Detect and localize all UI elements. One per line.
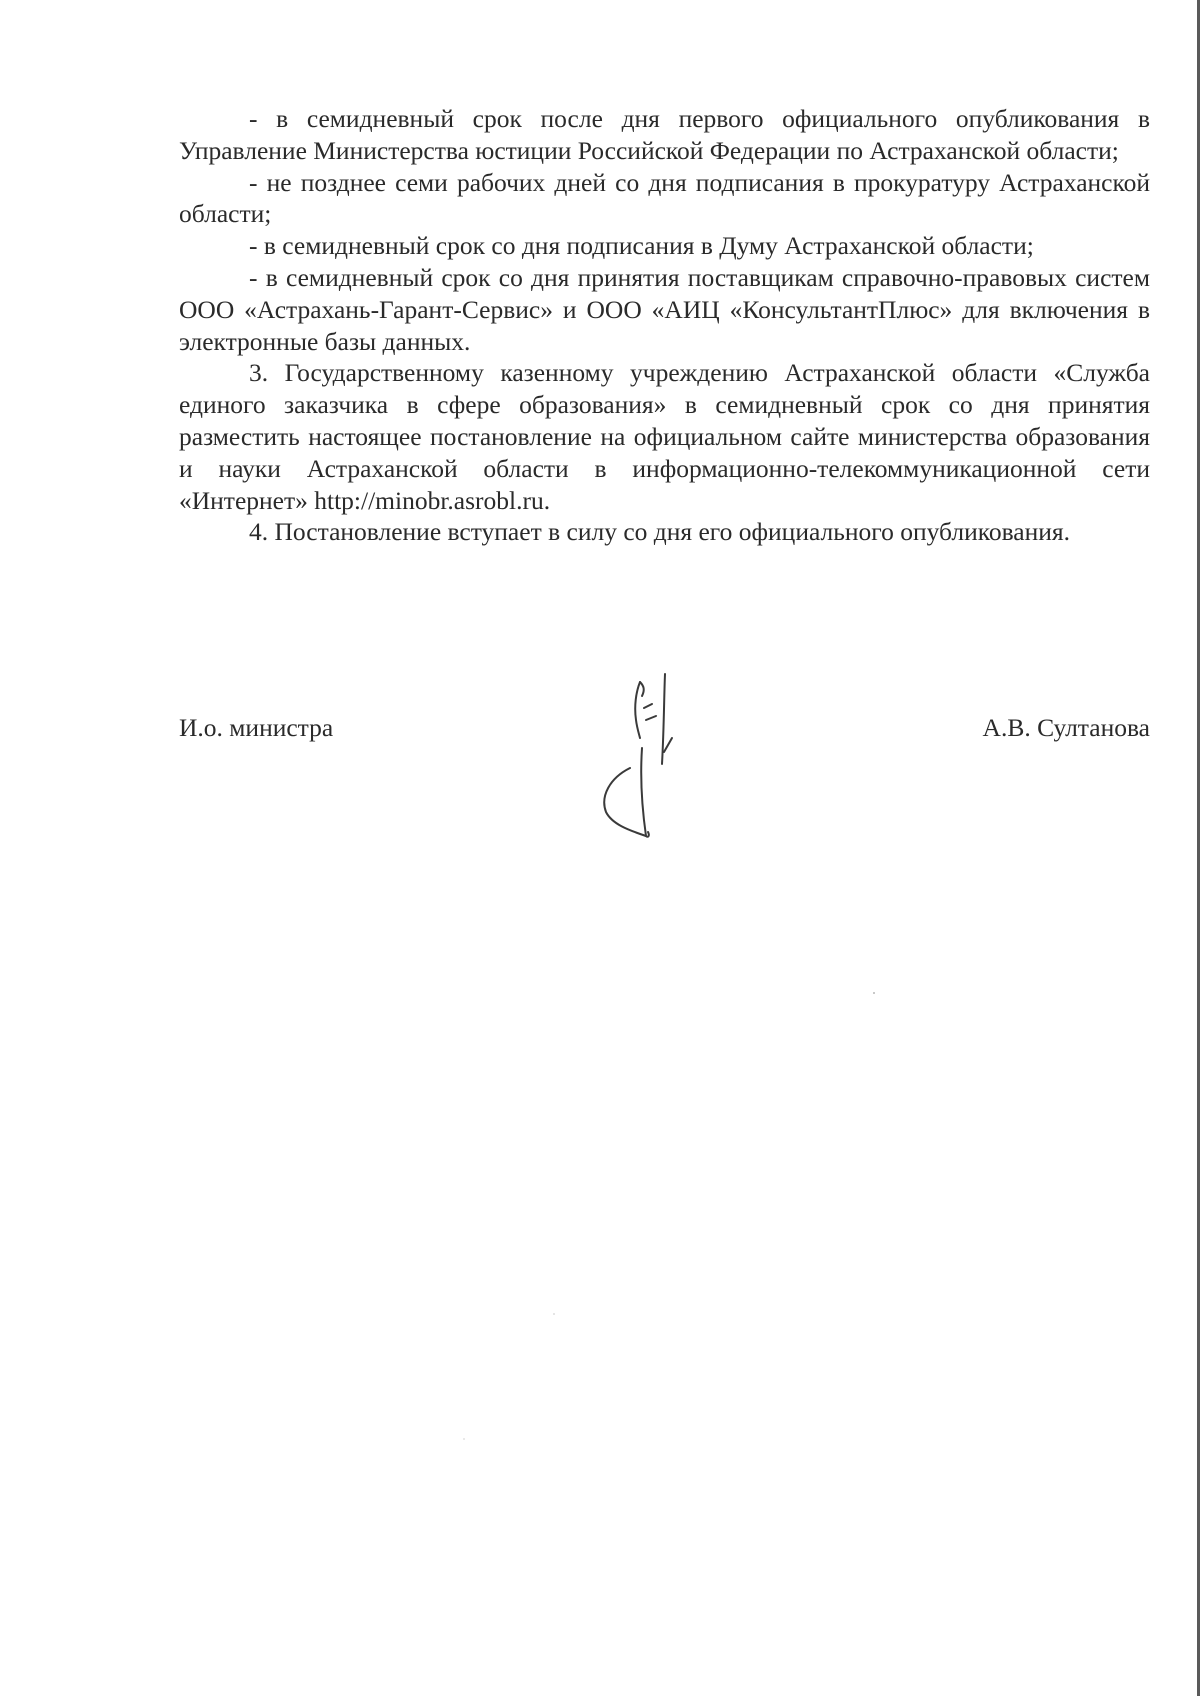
handwritten-signature xyxy=(590,668,700,848)
paragraph-item-4: 4. Постановление вступает в силу со дня его официального опубликования. xyxy=(249,517,1070,547)
scan-speck xyxy=(463,1438,465,1440)
paragraph-item-3: 3. Государственному казенному учреждению Астраханской области «Служба единого заказчика в сфере образования» в семидневный срок со дня принятия разместить настоящее постановление на официальном сайте министерства образования и науки Астраханской области в информационно-телекоммуникационной сети «Интернет» http://minobr.asrobl.ru. xyxy=(179,358,1150,515)
paragraph-duma: - в семидневный срок со дня подписания в Думу Астраханской области; xyxy=(249,231,1034,261)
paragraph-publication-justice: - в семидневный срок после дня первого официального опубликования в Управление Министерства юстиции Российской Федерации по Астраханской области; xyxy=(179,104,1150,165)
document-body xyxy=(179,103,1150,548)
signer-name: А.В. Султанова xyxy=(982,713,1150,742)
scan-speck xyxy=(873,992,875,994)
paragraph-prosecutor: - не позднее семи рабочих дней со дня подписания в прокуратуру Астраханской области; xyxy=(179,167,1150,229)
paragraph-legal-systems: - в семидневный срок со дня принятия поставщикам справочно-правовых систем ООО «Астрахань-Гарант-Сервис» и ООО «АИЦ «КонсультантПлюс» для включения в электронные базы данных. xyxy=(179,262,1150,356)
signer-title: И.о. министра xyxy=(179,713,334,742)
scan-speck xyxy=(553,1313,555,1315)
